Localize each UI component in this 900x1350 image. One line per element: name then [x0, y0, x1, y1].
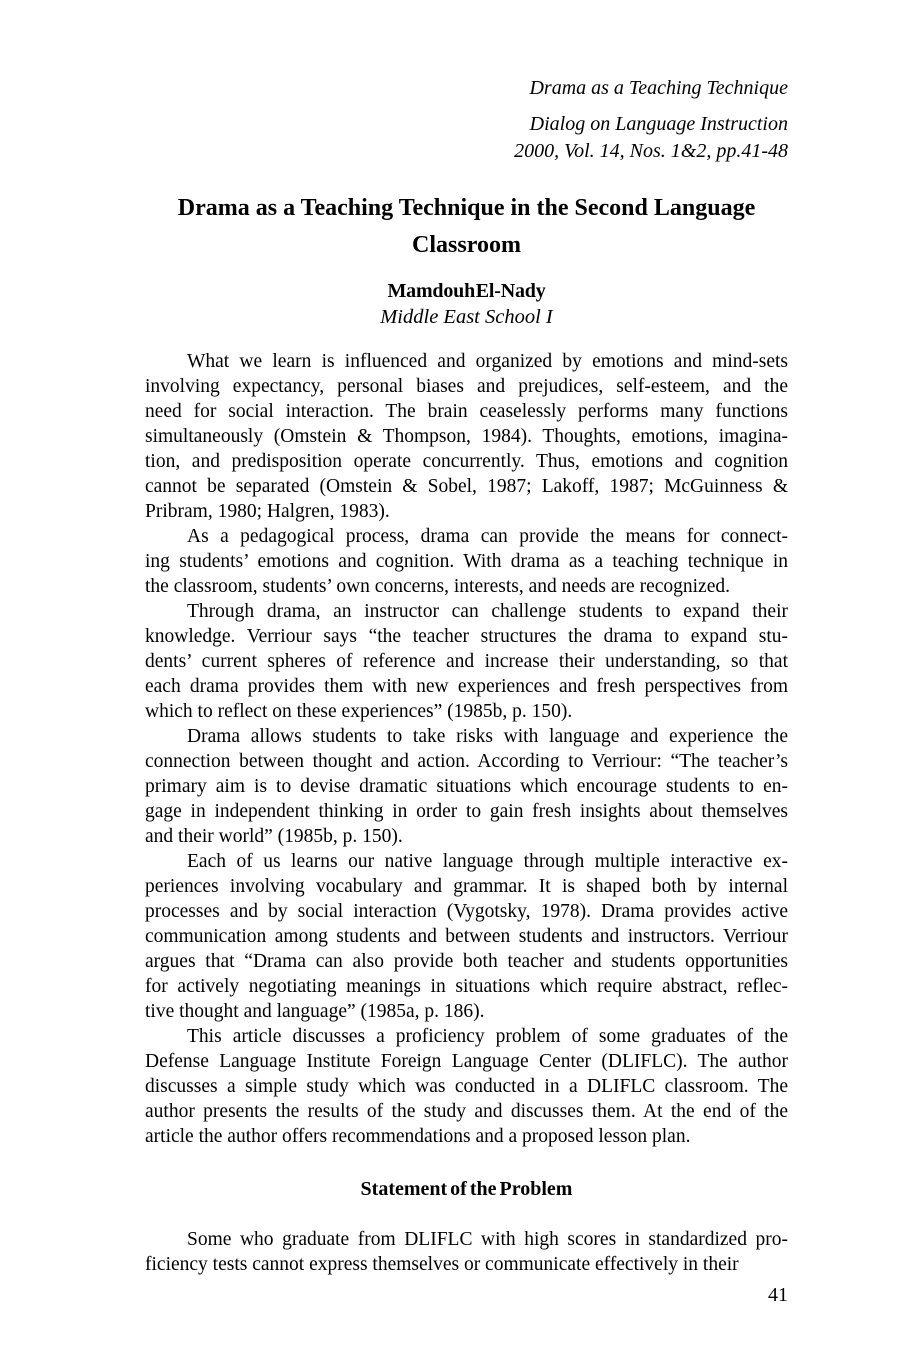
- text-line: need for social interaction. The brain ceaselessly performs many functions: [145, 401, 788, 422]
- running-title: Drama as a Teaching Technique: [529, 77, 788, 99]
- text-line: argues that “Drama can also provide both teacher and students opportunities: [145, 951, 788, 972]
- text-line: each drama provides them with new experiences and fresh perspectives from: [145, 676, 788, 697]
- text-line: discusses a simple study which was conducted in a DLIFLC classroom. The: [145, 1076, 788, 1097]
- text-line: processes and by social interaction (Vygotsky, 1978). Drama provides active: [145, 901, 788, 922]
- paragraph-2: [145, 524, 788, 599]
- text-line: tive thought and language” (1985a, p. 186).: [145, 1001, 485, 1022]
- journal-citation: 2000, Vol. 14, Nos. 1&2, pp.41-48: [514, 140, 788, 162]
- text-line: tion, and predisposition operate concurrently. Thus, emotions and cognition: [145, 451, 788, 472]
- text-line: communication among students and between students and instructors. Verriour: [145, 926, 788, 947]
- paragraph-1: [145, 349, 788, 524]
- text-line: author presents the results of the study and discusses them. At the end of the: [145, 1101, 788, 1122]
- text-line: involving expectancy, personal biases and prejudices, self-esteem, and the: [145, 376, 788, 397]
- page-number: 41: [768, 1284, 788, 1306]
- text-line: What we learn is influenced and organized by emotions and mind-sets: [187, 351, 788, 372]
- text-line: Pribram, 1980; Halgren, 1983).: [145, 501, 390, 522]
- paragraph-3: [145, 599, 788, 724]
- text-line: knowledge. Verriour says “the teacher structures the drama to expand stu-: [145, 626, 788, 647]
- text-line: connection between thought and action. According to Verriour: “The teacher’s: [145, 751, 788, 772]
- text-line: Through drama, an instructor can challenge students to expand their: [187, 601, 788, 622]
- section-paragraph-1: [145, 1227, 788, 1277]
- text-line: the classroom, students’ own concerns, interests, and needs are recognized.: [145, 576, 730, 597]
- text-line: simultaneously (Omstein & Thompson, 1984). Thoughts, emotions, imagina-: [145, 426, 788, 447]
- text-line: primary aim is to devise dramatic situations which encourage students to en-: [145, 776, 788, 797]
- journal-name: Dialog on Language Instruction: [529, 113, 788, 135]
- article-body: [145, 349, 788, 1277]
- page-header: [145, 76, 788, 165]
- text-line: This article discusses a proficiency problem of some graduates of the: [187, 1026, 788, 1047]
- text-line: periences involving vocabulary and grammar. It is shaped both by internal: [145, 876, 788, 897]
- text-line: As a pedagogical process, drama can provide the means for connect-: [187, 526, 788, 547]
- text-line: Each of us learns our native language through multiple interactive ex-: [187, 851, 788, 872]
- article-title: Drama as a Teaching Technique in the Second Language Classroom: [177, 195, 756, 258]
- text-line: Defense Language Institute Foreign Language Center (DLIFLC). The author: [145, 1051, 788, 1072]
- text-line: Drama allows students to take risks with language and experience the: [187, 726, 788, 747]
- text-line: ficiency tests cannot express themselves or communicate effectively in their: [145, 1254, 739, 1275]
- text-line: dents’ current spheres of reference and increase their understanding, so that: [145, 651, 788, 672]
- text-line: and their world” (1985b, p. 150).: [145, 826, 403, 847]
- author-affiliation: Middle East School I: [380, 306, 553, 328]
- text-line: which to reflect on these experiences” (1985b, p. 150).: [145, 701, 573, 722]
- text-line: ing students’ emotions and cognition. With drama as a teaching technique in: [145, 551, 788, 572]
- text-line: Some who graduate from DLIFLC with high scores in standardized pro-: [187, 1229, 788, 1250]
- author-name: Mamdouh El-Nady: [387, 280, 546, 302]
- paragraph-6: [145, 1024, 788, 1149]
- paragraph-4: [145, 724, 788, 849]
- section-heading: Statement of the Problem: [360, 1178, 573, 1200]
- text-line: for actively negotiating meanings in situations which require abstract, reflec-: [145, 976, 788, 997]
- text-line: gage in independent thinking in order to gain fresh insights about themselves: [145, 801, 788, 822]
- text-line: article the author offers recommendations and a proposed lesson plan.: [145, 1126, 691, 1147]
- paragraph-5: [145, 849, 788, 1024]
- text-line: cannot be separated (Omstein & Sobel, 1987; Lakoff, 1987; McGuinness &: [145, 476, 788, 497]
